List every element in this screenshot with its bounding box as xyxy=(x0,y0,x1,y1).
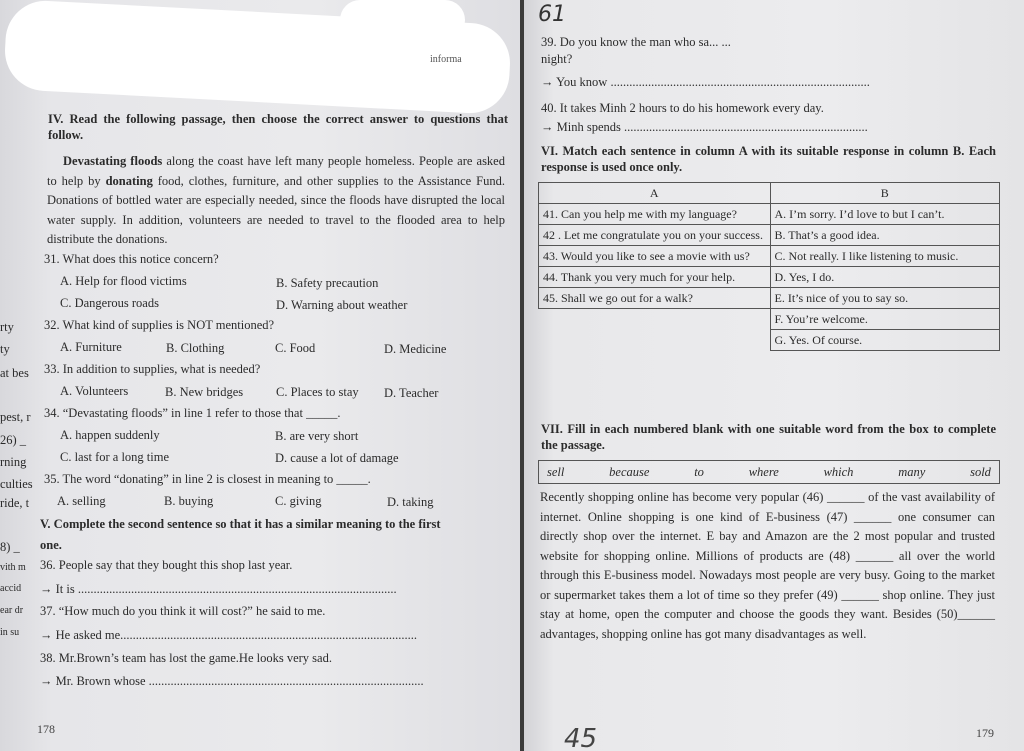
handwritten-note-bottom: 45 xyxy=(564,724,598,751)
q34-option-c: C. last for a long time xyxy=(60,450,170,464)
column-b-cell: A. I’m sorry. I’d love to but I can’t. xyxy=(770,204,999,225)
page-number-left: 178 xyxy=(37,722,55,736)
answer-36: → It is ...................................................................................................... xyxy=(40,582,397,596)
column-b-cell: B. That’s a good idea. xyxy=(770,225,999,246)
question-35: 35. The word “donating” in line 2 is closest in meaning to _____. xyxy=(44,472,371,486)
q35-option-b: B. buying xyxy=(164,494,214,508)
passage-text-1: along the coast have left many people homeless. People are asked to help by xyxy=(47,154,505,188)
page-number-right: 179 xyxy=(976,726,994,740)
header-fragment: informa xyxy=(430,54,462,65)
table-row xyxy=(539,246,1000,267)
word-box xyxy=(538,460,1000,484)
table-row xyxy=(539,330,1000,351)
q35-option-d: D. taking xyxy=(387,495,434,509)
question-38: 38. Mr.Brown’s team has lost the game.He looks very sad. xyxy=(40,651,332,665)
question-34: 34. “Devastating floods” in line 1 refer to those that _____. xyxy=(44,406,341,420)
column-b-cell: D. Yes, I do. xyxy=(770,267,999,288)
margin-fragment: 8) _ xyxy=(0,540,20,554)
column-b-cell: F. You’re welcome. xyxy=(770,309,999,330)
column-b-header: B xyxy=(770,183,999,204)
column-a-cell: 44. Thank you very much for your help. xyxy=(539,267,771,288)
q35-option-c: C. giving xyxy=(275,494,322,508)
table-row xyxy=(539,225,1000,246)
q34-option-b: B. are very short xyxy=(275,429,359,443)
q31-option-a: A. Help for flood victims xyxy=(60,274,187,288)
column-a-cell: 42 . Let me congratulate you on your success. xyxy=(539,225,771,246)
q34-option-a: A. happen suddenly xyxy=(60,428,160,442)
question-37: 37. “How much do you think it will cost?” he said to me. xyxy=(40,604,326,618)
margin-fragment: pest, r xyxy=(0,410,31,424)
table-row xyxy=(539,267,1000,288)
question-39-line1: 39. Do you know the man who sa... ... xyxy=(541,35,731,49)
question-33: 33. In addition to supplies, what is needed? xyxy=(44,362,261,376)
answer-39: → You know ................................................................................... xyxy=(541,75,870,89)
column-a-cell-empty xyxy=(539,330,771,351)
handwritten-note-top: 61 xyxy=(538,2,566,27)
table-row xyxy=(539,288,1000,309)
column-b-cell: C. Not really. I like listening to music. xyxy=(770,246,999,267)
passage-text-2: food, clothes, furniture, and other supplies to the Assistance Fund. Donations of bottled water are especially needed, since the floods have disrupted the local water supply. In addition, volunteers are needed to travel to the flooded area to help distribute the donations. xyxy=(47,173,505,246)
table-row xyxy=(539,309,1000,330)
margin-fragment: accid xyxy=(0,583,22,594)
word-box-item: where xyxy=(748,464,779,479)
passage-bold-donating: donating xyxy=(105,173,153,188)
right-page xyxy=(524,0,1024,751)
margin-fragment: vith m xyxy=(0,562,26,573)
word-box-item: which xyxy=(823,464,854,479)
word-box-item: to xyxy=(694,464,704,479)
matching-table xyxy=(538,182,1000,351)
q33-option-a: A. Volunteers xyxy=(60,384,129,398)
answer-40: → Minh spends .............................................................................. xyxy=(541,120,868,134)
margin-fragment: culties xyxy=(0,477,33,491)
word-box-item: sold xyxy=(970,464,991,479)
answer-37: → He asked me............................................................................................... xyxy=(40,628,418,642)
word-box-item: many xyxy=(898,464,926,479)
q33-option-d: D. Teacher xyxy=(384,386,439,400)
q32-option-c: C. Food xyxy=(275,341,316,355)
margin-fragment: rning xyxy=(0,455,27,469)
margin-fragment: rty xyxy=(0,320,14,334)
question-32: 32. What kind of supplies is NOT mentioned? xyxy=(44,318,275,332)
q33-option-c: C. Places to stay xyxy=(276,385,359,399)
q32-option-a: A. Furniture xyxy=(60,340,122,354)
q35-option-a: A. selling xyxy=(57,494,106,508)
column-b-cell: E. It’s nice of you to say so. xyxy=(770,288,999,309)
q31-option-b: B. Safety precaution xyxy=(276,276,379,290)
table-row xyxy=(539,204,1000,225)
section-vii-heading: VII. Fill in each numbered blank with one suitable word from the box to complete the passage. xyxy=(541,422,996,452)
q32-option-b: B. Clothing xyxy=(166,341,225,355)
margin-fragment: in su xyxy=(0,627,20,638)
shopping-passage: Recently shopping online has become very popular (46) ______ of the vast availability of internet. Online shopping is one kind of E-business (47) ______ one consumer can directly shop over the internet. E bay and Amazon are the 2 most popular and trusted website for shopping online. Millions of products are (48) ______ all over the world through this E-business model. Nowadays most people are very busy. Going to the market or supermarket takes them a lot of time so they prefer (49) ______ shop online. They just stay at home, open the computer and choose the goods they want. Besides (50)______ advantages, shopping online has got many disadvantages as well. xyxy=(540,490,995,641)
section-vi-heading: VI. Match each sentence in column A with its suitable response in column B. Each response is used once only. xyxy=(541,144,996,174)
column-a-header: A xyxy=(539,183,771,204)
column-a-cell: 43. Would you like to see a movie with us? xyxy=(539,246,771,267)
section-v-heading-line2: one. xyxy=(40,538,62,552)
q34-option-d: D. cause a lot of damage xyxy=(275,451,399,465)
q33-option-b: B. New bridges xyxy=(165,385,244,399)
column-a-cell-empty xyxy=(539,309,771,330)
question-31: 31. What does this notice concern? xyxy=(44,252,219,266)
table-header-row xyxy=(539,183,1000,204)
passage-bold-devastating: Devastating floods xyxy=(63,154,163,168)
column-b-cell: G. Yes. Of course. xyxy=(770,330,999,351)
q31-option-d: D. Warning about weather xyxy=(276,298,408,312)
section-iv-heading: IV. Read the following passage, then choose the correct answer to questions that follow. xyxy=(48,112,508,142)
flood-passage xyxy=(47,152,505,250)
column-a-cell: 41. Can you help me with my language? xyxy=(539,204,771,225)
word-box-item: because xyxy=(609,464,650,479)
q31-option-c: C. Dangerous roads xyxy=(60,296,159,310)
margin-fragment: ty xyxy=(0,342,10,356)
answer-38: → Mr. Brown whose ........................................................................................ xyxy=(40,674,424,688)
question-40: 40. It takes Minh 2 hours to do his homework every day. xyxy=(541,101,824,115)
q32-option-d: D. Medicine xyxy=(384,342,447,356)
margin-fragment: ride, t xyxy=(0,496,30,510)
question-39-line2: night? xyxy=(541,52,573,66)
margin-fragment: at bes xyxy=(0,366,29,380)
question-36: 36. People say that they bought this shop last year. xyxy=(40,558,293,572)
redaction-mark-top xyxy=(340,0,465,40)
column-a-cell: 45. Shall we go out for a walk? xyxy=(539,288,771,309)
section-v-heading-line1: V. Complete the second sentence so that it has a similar meaning to the first xyxy=(40,517,441,531)
word-box-item: sell xyxy=(547,464,565,479)
margin-fragment: 26) _ xyxy=(0,433,27,447)
margin-fragment: ear dr xyxy=(0,605,24,616)
